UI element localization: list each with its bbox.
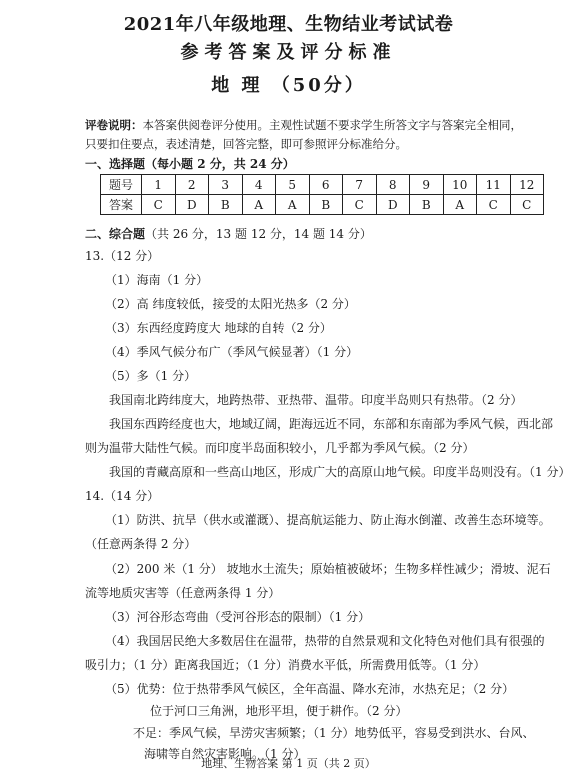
answer-13-paragraph-2a: 我国东西跨经度也大，地域辽阔，距海远近不同，东部和东南部为季风气候，西北部 xyxy=(109,417,554,431)
table-cell-answer: B xyxy=(309,195,343,215)
answer-14-5a: （5）优势：位于热带季风气候区，全年高温、降水充沛，水热充足；（2 分） xyxy=(105,682,515,696)
answer-14-5b: 位于河口三角洲，地形平坦，便于耕作。（2 分） xyxy=(150,704,408,718)
answer-14-1a: （1）防洪、抗旱（供水或灌溉）、提高航运能力、防止海水倒灌、改善生态环境等。 xyxy=(105,513,551,527)
answer-13-5: （5）多（1 分） xyxy=(105,369,197,383)
table-cell-number: 11 xyxy=(477,175,511,195)
table-cell-number: 3 xyxy=(209,175,243,195)
question-14-heading: 14.（14 分） xyxy=(85,489,160,503)
table-cell-number: 9 xyxy=(410,175,444,195)
table-cell-answer: C xyxy=(510,195,544,215)
table-cell-number: 10 xyxy=(443,175,477,195)
answer-13-paragraph-2b: 则为温带大陆性气候。而印度半岛面积较小，几乎都为季风气候。（2 分） xyxy=(85,441,475,455)
answer-14-2b: 流等地质灾害等（任意两条得 1 分） xyxy=(85,586,281,600)
exam-subtitle: 参考答案及评分标准 xyxy=(180,42,397,63)
table-cell-answer: C xyxy=(477,195,511,215)
table-cell-answer: A xyxy=(443,195,477,215)
section-comprehensive-heading xyxy=(85,225,372,242)
table-cell-number: 6 xyxy=(309,175,343,195)
table-cell-answer: B xyxy=(209,195,243,215)
answer-13-1: （1）海南（1 分） xyxy=(105,273,209,287)
answer-14-5c: 不足：季风气候，旱涝灾害频繁；（1 分）地势低平，容易受到洪水、台风、 xyxy=(133,726,535,740)
table-cell-answer: C xyxy=(343,195,377,215)
answer-13-4: （4）季风气候分布广（季风气候显著）（1 分） xyxy=(105,345,359,359)
section-choice-title: 一、选择题 xyxy=(85,157,146,171)
table-cell-answer: C xyxy=(142,195,176,215)
table-row-answers xyxy=(101,195,544,215)
answer-14-2a: （2）200 米（1 分） 坡地水土流失；原始植被破坏；生物多样性减少；滑坡、泥石 xyxy=(105,562,551,576)
answer-13-paragraph-3: 我国的青藏高原和一些高山地区，形成广大的高原山地气候。印度半岛则没有。（1 分） xyxy=(109,465,571,479)
table-cell-answer: D xyxy=(376,195,410,215)
section-choice-heading xyxy=(85,155,295,172)
table-cell-number: 4 xyxy=(242,175,276,195)
grading-note-label: 评卷说明： xyxy=(85,118,143,132)
answer-14-4a: （4）我国居民绝大多数居住在温带，热带的自然景观和文化特色对他们具有很强的 xyxy=(105,634,545,648)
table-row-numbers xyxy=(101,175,544,195)
table-cell-answer: A xyxy=(242,195,276,215)
table-cell-number: 2 xyxy=(175,175,209,195)
table-cell-number: 1 xyxy=(142,175,176,195)
table-cell-answer: A xyxy=(276,195,310,215)
table-cell-number: 5 xyxy=(276,175,310,195)
table-cell-answer: B xyxy=(410,195,444,215)
answer-14-1b: （任意两条得 2 分） xyxy=(85,537,197,551)
grading-note xyxy=(85,117,522,133)
answer-14-5d: 海啸等自然灾害影响。（1 分） xyxy=(144,747,306,761)
section-comprehensive-title: 二、综合题 xyxy=(85,227,146,241)
choice-answer-table xyxy=(100,174,544,215)
grading-note-line2: 只要扣住要点，表述清楚，回答完整，即可参照评分标准给分。 xyxy=(85,137,407,151)
table-cell-number: 7 xyxy=(343,175,377,195)
page-footer: 地理、生物答案 第 1 页（共 2 页） xyxy=(201,757,376,770)
answer-14-4b: 吸引力；（1 分）距离我国近；（1 分）消费水平低，所需费用低等。（1 分） xyxy=(85,658,486,672)
answer-13-paragraph-1: 我国南北跨纬度大，地跨热带、亚热带、温带。印度半岛则只有热带。（2 分） xyxy=(109,393,523,407)
grading-note-line1: 本答案供阅卷评分使用。主观性试题不要求学生所答文字与答案完全相同， xyxy=(142,118,522,132)
table-header-number: 题号 xyxy=(101,175,142,195)
table-header-answer: 答案 xyxy=(101,195,142,215)
answer-14-3: （3）河谷形态弯曲（受河谷形态的限制）（1 分） xyxy=(105,610,371,624)
table-cell-number: 8 xyxy=(376,175,410,195)
answer-13-3: （3）东西经度跨度大 地球的自转（2 分） xyxy=(105,321,332,335)
section-choice-meta: （每小题 2 分，共 24 分） xyxy=(145,157,295,171)
table-cell-number: 12 xyxy=(510,175,544,195)
section-comprehensive-meta: （共 26 分，13 题 12 分，14 题 14 分） xyxy=(145,227,372,241)
subject-heading: 地 理 （50分） xyxy=(211,75,366,96)
answer-13-2: （2）高 纬度较低，接受的太阳光热多（2 分） xyxy=(105,297,356,311)
question-13-heading: 13.（12 分） xyxy=(85,249,160,263)
exam-title: 2021年八年级地理、生物结业考试试卷 xyxy=(123,14,454,35)
table-cell-answer: D xyxy=(175,195,209,215)
